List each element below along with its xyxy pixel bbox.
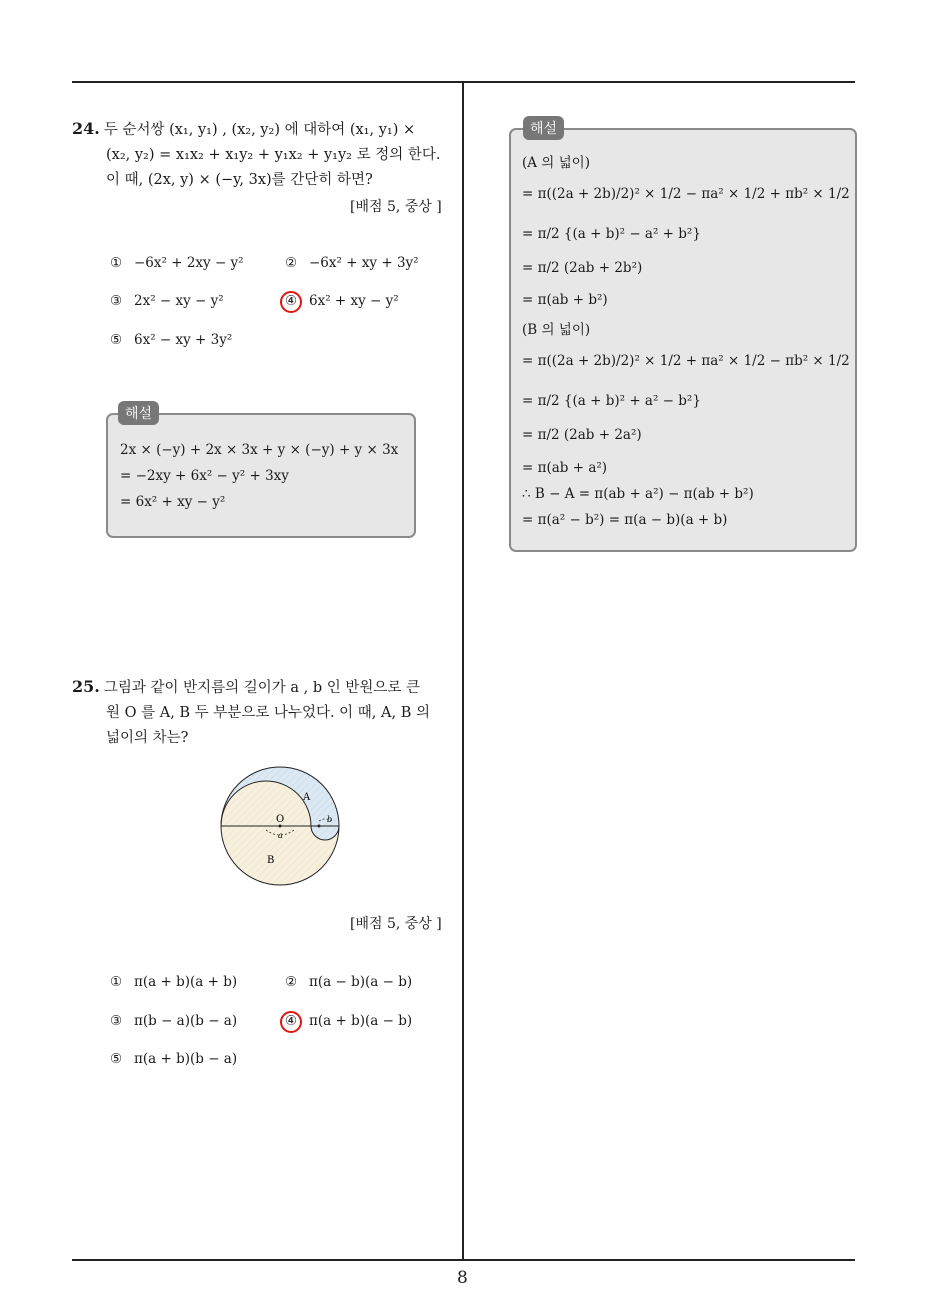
solution-line: = π((2a + 2b)/2)² × 1/2 + πa² × 1/2 − πb² × 1/2 [522, 353, 850, 369]
choice-number: ④ [285, 1013, 298, 1029]
choice-number: ① [110, 974, 123, 990]
solution-line: = π(a² − b²) = π(a − b)(a + b) [522, 512, 728, 528]
choice-text: 2x² − xy − y² [134, 293, 224, 309]
choice-number: ② [285, 255, 298, 271]
choice-number: ① [110, 255, 123, 271]
choice-4[interactable] [285, 1013, 412, 1029]
solution-line: = −2xy + 6x² − y² + 3xy [120, 468, 289, 484]
label-o: O [276, 814, 285, 825]
choice-number: ② [285, 974, 298, 990]
choice-5[interactable] [110, 332, 232, 348]
question-line: 두 순서쌍 (x₁, y₁) , (x₂, y₂) 에 대하여 (x₁, y₁) × [103, 122, 416, 138]
label-b-radius: b [327, 815, 333, 824]
solution-tab: 해설 [118, 401, 159, 425]
choice-text: 6x² + xy − y² [309, 293, 399, 309]
choice-text: π(a + b)(b − a) [134, 1051, 238, 1067]
bottom-rule [72, 1259, 855, 1261]
question-number: 25. [72, 677, 100, 696]
choice-number: ⑤ [110, 332, 123, 348]
label-a-radius: a [278, 831, 283, 840]
choice-1[interactable] [110, 255, 244, 271]
solution-line: = π(ab + a²) [522, 460, 608, 476]
solution-line: (A 의 넓이) [522, 155, 590, 171]
choice-number: ③ [110, 293, 123, 309]
choice-5[interactable] [110, 1051, 237, 1067]
question-line: 원 O 를 A, B 두 부분으로 나누었다. 이 때, A, B 의 [106, 705, 430, 721]
choice-text: π(b − a)(b − a) [134, 1013, 238, 1029]
top-rule [72, 81, 855, 83]
choice-3[interactable] [110, 1013, 237, 1029]
question-line: 넓이의 차는? [106, 730, 189, 746]
question-line: 그림과 같이 반지름의 길이가 a , b 인 반원으로 큰 [103, 680, 420, 696]
choice-4[interactable] [285, 293, 399, 309]
choice-2[interactable] [285, 255, 419, 271]
choice-text: π(a − b)(a − b) [309, 974, 413, 990]
solution-line: = π((2a + 2b)/2)² × 1/2 − πa² × 1/2 + πb² × 1/2 [522, 186, 850, 202]
choice-text: π(a + b)(a − b) [309, 1013, 413, 1029]
score-label: [배점 5, 중상 ] [350, 916, 442, 932]
answer-mark-circle [280, 291, 302, 313]
solution-line: = π/2 {(a + b)² − a² + b²} [522, 226, 701, 242]
choice-number: ④ [285, 293, 298, 309]
choice-text: −6x² + xy + 3y² [309, 255, 419, 271]
answer-mark-circle [280, 1011, 302, 1033]
question-24 [72, 116, 457, 193]
label-a-region: A [303, 792, 311, 803]
solution-line: = π(ab + b²) [522, 292, 608, 308]
choice-3[interactable] [110, 293, 224, 309]
score-label: [배점 5, 중상 ] [350, 199, 442, 215]
solution-line: (B 의 넓이) [522, 322, 591, 338]
question-line: 이 때, (2x, y) × (−y, 3x)를 간단히 하면? [106, 172, 373, 188]
choice-number: ③ [110, 1013, 123, 1029]
circle-figure [215, 764, 345, 890]
solution-line: = π/2 (2ab + 2b²) [522, 260, 643, 276]
choice-2[interactable] [285, 974, 412, 990]
choice-text: −6x² + 2xy − y² [134, 255, 244, 271]
solution-tab: 해설 [523, 116, 564, 140]
column-divider [462, 81, 464, 1260]
solution-line: ∴ B − A = π(ab + a²) − π(ab + b²) [522, 486, 754, 502]
question-25 [72, 674, 457, 751]
solution-line: = 6x² + xy − y² [120, 494, 226, 510]
solution-line: = π/2 (2ab + 2a²) [522, 427, 642, 443]
solution-line: = π/2 {(a + b)² + a² − b²} [522, 393, 701, 409]
page-number: 8 [457, 1268, 468, 1288]
choice-text: π(a + b)(a + b) [134, 974, 238, 990]
choice-number: ⑤ [110, 1051, 123, 1067]
choice-text: 6x² − xy + 3y² [134, 332, 233, 348]
question-number: 24. [72, 119, 100, 138]
solution-line: 2x × (−y) + 2x × 3x + y × (−y) + y × 3x [120, 442, 399, 458]
label-b-region: B [267, 855, 275, 866]
question-line: (x₂, y₂) = x₁x₂ + x₁y₂ + y₁x₂ + y₁y₂ 로 정의 한다. [106, 147, 441, 163]
choice-1[interactable] [110, 974, 237, 990]
